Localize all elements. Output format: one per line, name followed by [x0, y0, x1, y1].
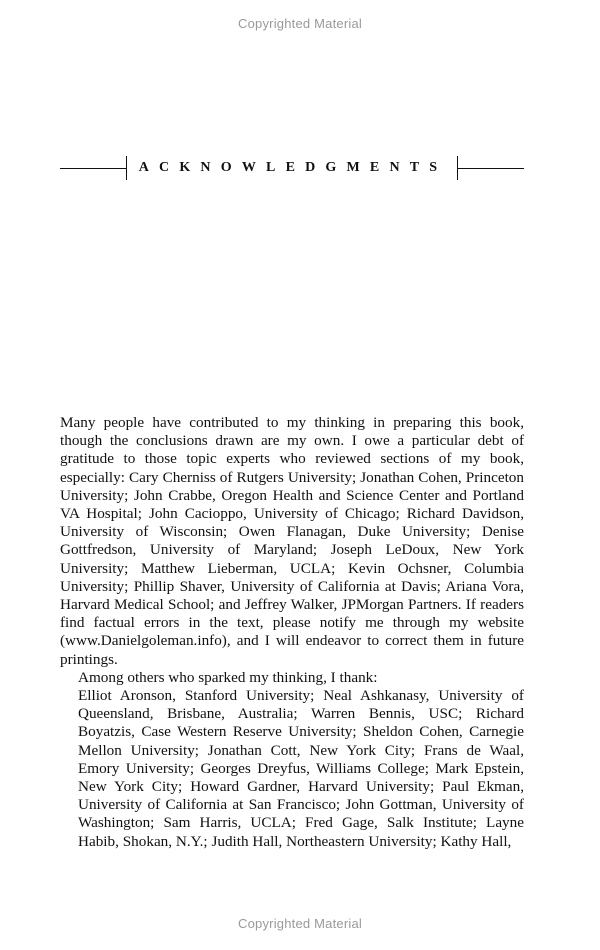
heading-title: ACKNOWLEDGMENTS — [138, 160, 448, 175]
paragraph-intro: Many people have contributed to my thinking in preparing this book, though the conclusions drawn are my own. I owe a particular debt of gratitude to those topic experts who reviewed sections of my book, especially: Cary Cherniss of Rutgers University; Jonathan Cohen, Princeton University; John Crabbe, Oregon Health and Science Center and Portland VA Hospital; John Cacioppo, University of Chicago; Richard Davidson, University of Wisconsin; Owen Flanagan, Duke University; Denise Gottfredson, University of Maryland; Joseph LeDoux, New York University; Matthew Lieberman, UCLA; Kevin Ochsner, Columbia University; Phillip Shaver, University of California at Davis; Ariana Vora, Harvard Medical School; and Jeffrey Walker, JPMorgan Partners. If readers find factual errors in the text, please notify me through my website (www.Danielgoleman.info), and I will endeavor to correct them in future printings. — [60, 414, 524, 668]
chapter-heading — [60, 156, 524, 180]
heading-rule-left — [60, 168, 126, 169]
watermark-top: Copyrighted Material — [238, 16, 362, 31]
watermark-bottom: Copyrighted Material — [238, 916, 362, 931]
paragraph-among-others: Among others who sparked my thinking, I thank: — [78, 668, 378, 686]
paragraph-names-list: Elliot Aronson, Stanford University; Neal Ashkanasy, University of Queensland, Brisbane, Australia; Warren Bennis, USC; Richard Boyatzis, Case Western Reserve University; Sheldon Cohen, Carnegie Mellon University; Jonathan Cott, New York City; Frans de Waal, Emory University; Georges Dreyfus, Williams College; Mark Epstein, New York City; Howard Gardner, Harvard University; Paul Ekman, University of California at San Francisco; John Gottman, University of Washington; Sam Harris, UCLA; Fred Gage, Salk Institute; Layne Habib, Shokan, N.Y.; Judith Hall, Northeastern University; Kathy Hall, — [78, 687, 524, 850]
heading-rule-right — [458, 168, 524, 169]
body-text — [60, 414, 524, 851]
